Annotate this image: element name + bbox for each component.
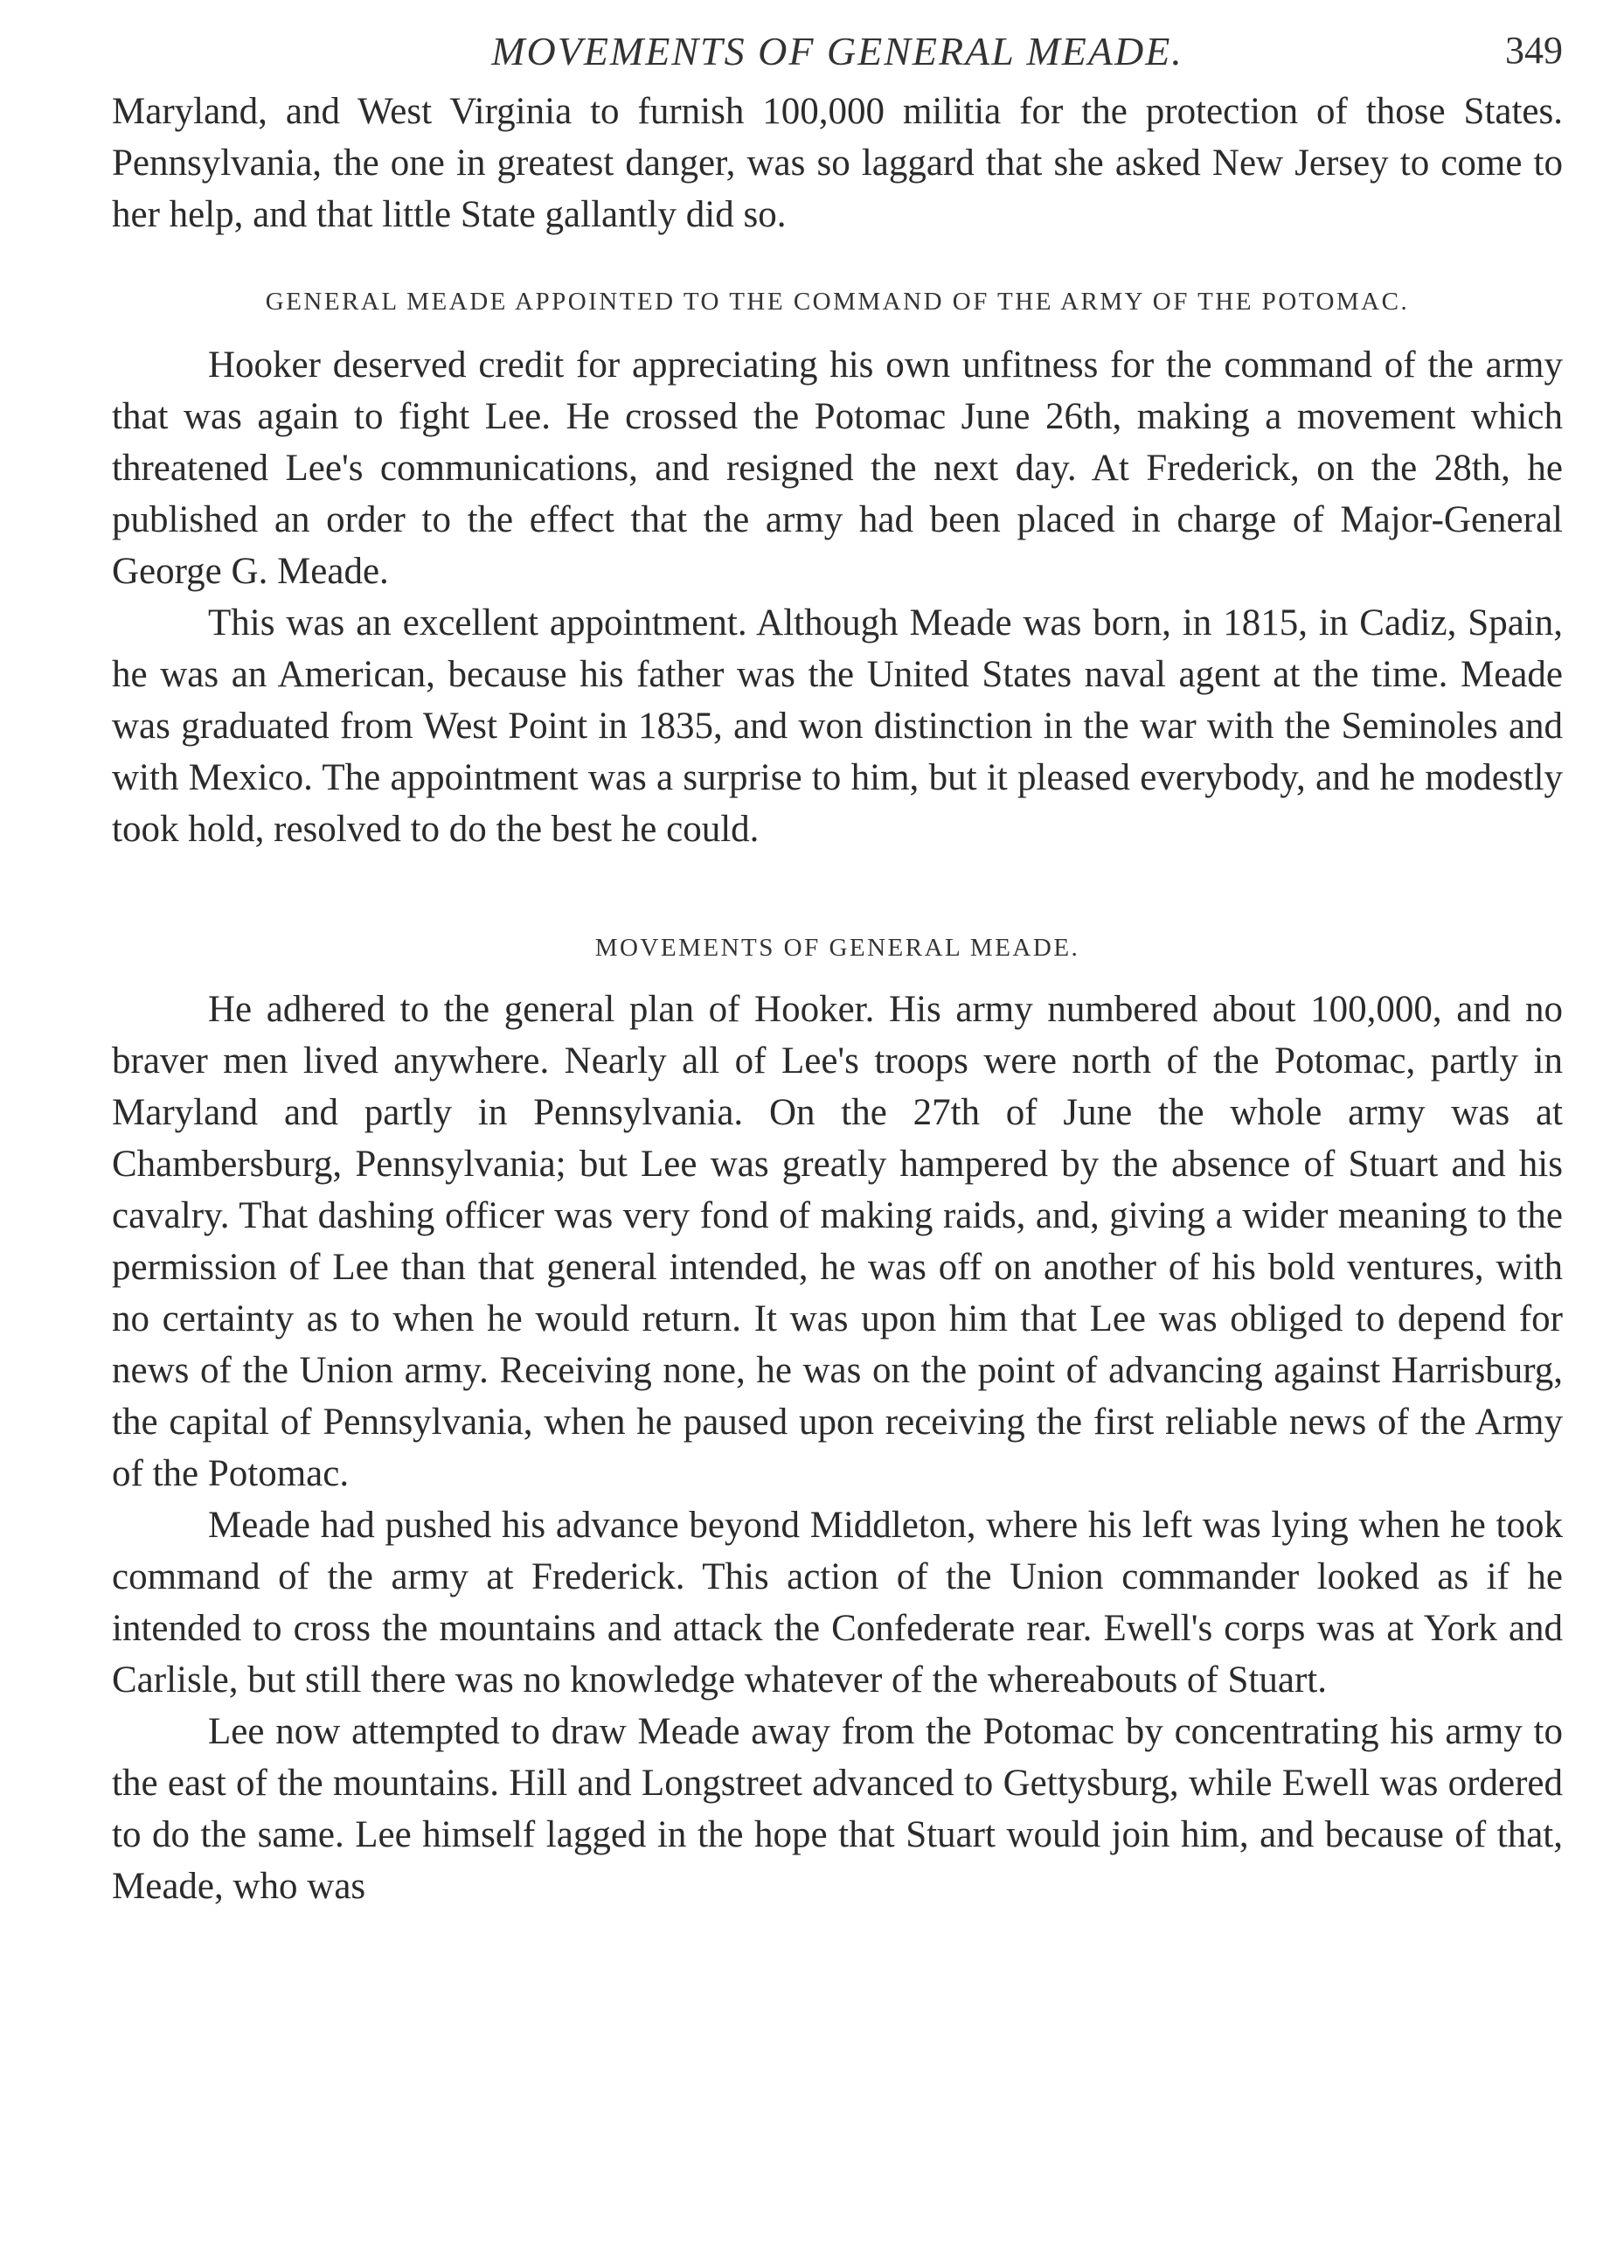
paragraph-lee-concentrates: Lee now attempted to draw Meade away from the Potomac by concentrating his army to the east of the mountains. Hill and Longstreet advanced to Gettysburg, while Ewell was ordered to do the same. Lee himself lagged in the hope that Stuart would join him, and because of that, Meade, who was: [112, 1711, 1563, 1907]
paragraph-continued: Maryland, and West Virginia to furnish 100,000 militia for the protection of those States. Pennsylvania, the one in greatest danger, was so laggard that she asked New Jersey to come to her help, and that little State gallantly did so.: [112, 91, 1563, 235]
paragraph-appointment: This was an excellent appointment. Although Meade was born, in 1815, in Cadiz, Spain, he was an American, because his father was the United States naval agent at the time. Meade was graduated from West Point in 1835, and won distinction in the war with the Seminoles and with Mexico. The appointment was a surprise to him, but it pleased everybody, and he modestly took hold, resolved to do the best he could.: [112, 602, 1563, 850]
paragraph-lee-troops: He adhered to the general plan of Hooker. His army numbered about 100,000, and no braver men lived anywhere. Nearly all of Lee's troops were north of the Potomac, partly in Maryland and partly in Pennsylvania. On the 27th of June the whole army was at Chambersburg, Pennsylvania; but Lee was greatly hampered by the absence of Stuart and his cavalry. That dashing officer was very fond of making raids, and, giving a wider meaning to the permission of Lee than that general intended, he was off on another of his bold ventures, with no certainty as to when he would return. It was upon him that Lee was obliged to depend for news of the Union army. Receiving none, he was on the point of advancing against Harrisburg, the capital of Pennsylvania, when he paused upon receiving the first reliable news of the Army of the Potomac.: [112, 989, 1563, 1494]
running-header: [112, 21, 1563, 86]
paragraph-meade-advance: Meade had pushed his advance beyond Middleton, where his left was lying when he took command of the army at Frederick. This action of the Union commander looked as if he intended to cross the mountains and attack the Confederate rear. Ewell's corps was at York and Carlisle, but still there was no knowledge whatever of the whereabouts of Stuart.: [112, 1505, 1563, 1701]
running-title: MOVEMENTS OF GENERAL MEADE.: [491, 29, 1183, 73]
section-heading-movements: MOVEMENTS OF GENERAL MEADE.: [594, 934, 1080, 962]
section-heading-appointment: GENERAL MEADE APPOINTED TO THE COMMAND OF THE ARMY OF THE POTOMAC.: [265, 288, 1410, 316]
page-number: 349: [1505, 29, 1563, 72]
paragraph-hooker: Hooker deserved credit for appreciating his own unfitness for the command of the army that was again to fight Lee. He crossed the Potomac June 26th, making a movement which threatened Lee's communications, and resigned the next day. At Frederick, on the 28th, he published an order to the effect that the army had been placed in charge of Major-General George G. Meade.: [112, 344, 1563, 592]
book-page: [112, 21, 1563, 1912]
